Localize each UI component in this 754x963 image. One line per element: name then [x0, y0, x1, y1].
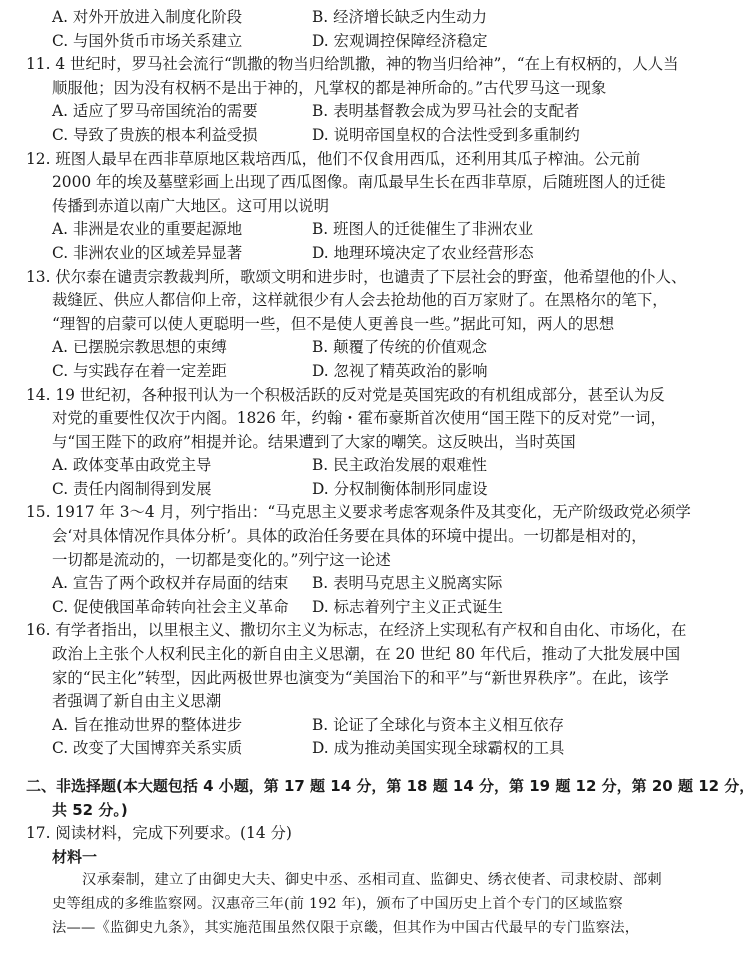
q13-stem-line-2: 裁缝匠、供应人都信仰上帝，这样就很少有人会去抢劫他的百万家财了。在黑格尔的笔下，: [52, 291, 668, 310]
q13-stem-line-1: 13. 伏尔泰在谴责宗教裁判所，歌颂文明和进步时，也谴责了下层社会的野蛮，他希望他的仆人、: [26, 267, 687, 286]
q16-stem-line-2: 政治上主张个人权利民主化的新自由主义思潮，在 20 世纪 80 年代后，推动了大批发展中国: [52, 645, 681, 664]
q16-stem-line-1: 16. 有学者指出，以里根主义、撒切尔主义为标志，在经济上实现私有产权和自由化、市场化，在: [26, 621, 687, 640]
q12-stem-line-2: 2000 年的埃及墓壁彩画上出现了西瓜图像。南瓜最早生长在西非草原，后随班图人的迁徙: [52, 173, 666, 192]
q10-options-row-1: [0, 6, 677, 30]
q10-option-a: A. 对外开放进入制度化阶段: [52, 8, 243, 26]
q15-option-a: A. 宣告了两个政权并存局面的结束: [52, 574, 289, 593]
q12-option-d: D. 地理环境决定了农业经营形态: [312, 243, 534, 262]
q13-option-d: D. 忽视了精英政治的影响: [312, 361, 488, 380]
section-gap: [0, 761, 677, 775]
section2-heading-line-1: 二、非选择题(本大题包括 4 小题，第 17 题 14 分，第 18 题 14 分，第 19 题 12 分，第 20 题 12 分，: [26, 777, 754, 795]
section2-heading-line-2: 共 52 分。): [52, 800, 128, 819]
q12-option-a: A. 非洲是农业的重要起源地: [52, 220, 243, 239]
q11-option-d: D. 说明帝国皇权的合法性受到多重制约: [312, 125, 580, 144]
q13-stem-line-3: “理智的启蒙可以使人更聪明一些，但不是使人更善良一些。”据此可知，两人的思想: [52, 314, 615, 333]
q16-options-row-1: [0, 714, 677, 738]
q13-option-b: B. 颠覆了传统的价值观念: [312, 338, 488, 357]
q12-option-b: B. 班图人的迁徙催生了非洲农业: [312, 220, 534, 239]
q15-stem-line-2: 会‘对具体情况作具体分析’。具体的政治任务要在具体的环境中提出。一切都是相对的，: [52, 527, 647, 546]
q12-options-row-2: [0, 242, 677, 266]
q15-option-d: D. 标志着列宁主义正式诞生: [312, 597, 503, 616]
q13-option-a: A. 已摆脱宗教思想的束缚: [52, 338, 227, 357]
q14-option-b: B. 民主政治发展的艰难性: [312, 456, 488, 475]
q14-options-row-1: [0, 454, 677, 478]
q16-options-row-2: [0, 737, 677, 761]
q15-option-c: C. 促使俄国革命转向社会主义革命: [52, 597, 289, 616]
q13-option-c: C. 与实践存在着一定差距: [52, 361, 227, 380]
q15-stem-line-3: 一切都是流动的，一切都是变化的。”列宁这一论述: [52, 550, 391, 569]
q17-prompt: 17. 阅读材料，完成下列要求。(14 分): [26, 824, 292, 843]
q16-option-d: D. 成为推动美国实现全球霸权的工具: [312, 739, 565, 758]
q14-stem-line-1: 14. 19 世纪初，各种报刊认为一个积极活跃的反对党是英国宪政的有机组成部分，甚至认为反: [26, 385, 665, 404]
q16-option-a: A. 旨在推动世界的整体进步: [52, 715, 243, 734]
q16-option-c: C. 改变了大国博弈关系实质: [52, 739, 243, 758]
q14-stem-line-3: 与“国王陛下的政府”相提并论。结果遭到了大家的嘲笑。这反映出，当时英国: [52, 432, 576, 451]
q13-options-row-1: [0, 336, 677, 360]
q15-options-row-2: [0, 596, 677, 620]
q17-material-line-3: 法——《监御史九条》，其实施范围虽然仅限于京畿，但其作为中国古代最早的专门监察法，: [52, 919, 640, 936]
q17-material-title: 材料一: [52, 847, 98, 866]
q10-option-b: B. 经济增长缺乏内生动力: [312, 8, 488, 26]
q11-stem-line-1: 11. 4 世纪时，罗马社会流行“凯撒的物当归给凯撒，神的物当归给神”，“在上有权柄的，人人当: [26, 55, 679, 74]
q16-stem-line-4: 者强调了新自由主义思潮: [52, 692, 222, 711]
q12-option-c: C. 非洲农业的区域差异显著: [52, 243, 243, 262]
q14-stem-line-2: 对党的重要性仅次于内阁。1826 年，约翰・霍布豪斯首次使用“国王陛下的反对党”一词，: [52, 409, 666, 428]
q11-option-c: C. 导致了贵族的根本利益受损: [52, 125, 258, 144]
q10-option-c: C. 与国外货币市场关系建立: [52, 31, 243, 50]
q14-option-a: A. 政体变革由政党主导: [52, 456, 212, 475]
q12-options-row-1: [0, 218, 677, 242]
q11-options-row-1: [0, 100, 677, 124]
q11-option-a: A. 适应了罗马帝国统治的需要: [52, 102, 258, 121]
q15-option-b: B. 表明马克思主义脱离实际: [312, 574, 503, 593]
q14-options-row-2: [0, 478, 677, 502]
q11-option-b: B. 表明基督教会成为罗马社会的支配者: [312, 102, 580, 121]
q11-options-row-2: [0, 124, 677, 148]
q16-stem-line-3: 家的“民主化”转型，因此两极世界也演变为“美国治下的和平”与“新世界秩序”。在此，该学: [52, 668, 669, 687]
q16-option-b: B. 论证了全球化与资本主义相互依存: [312, 715, 564, 734]
q13-options-row-2: [0, 360, 677, 384]
q12-stem-line-1: 12. 班图人最早在西非草原地区栽培西瓜，他们不仅食用西瓜，还利用其瓜子榨油。公元前: [26, 149, 641, 168]
q11-stem-line-2: 顺服他；因为没有权柄不是出于神的，凡掌权的都是神所命的。”古代罗马这一现象: [52, 78, 607, 97]
q17-material-line-2: 史等组成的多维监察网。汉惠帝三年(前 192 年)，颁布了中国历史上首个专门的区域监察: [52, 895, 623, 912]
q10-options-row-2: [0, 30, 677, 54]
q10-option-d: D. 宏观调控保障经济稳定: [312, 31, 488, 50]
q14-option-d: D. 分权制衡体制形同虚设: [312, 479, 488, 498]
q17-material-line-1: 汉承秦制，建立了由御史大夫、御史中丞、丞相司直、监御史、绣衣使者、司隶校尉、部刺: [82, 872, 662, 889]
q14-option-c: C. 责任内阁制得到发展: [52, 479, 212, 498]
q15-stem-line-1: 15. 1917 年 3～4 月，列宁指出：“马克思主义要求考虑客观条件及其变化，无产阶级政党必须学: [26, 503, 691, 522]
q15-options-row-1: [0, 572, 677, 596]
q12-stem-line-3: 传播到赤道以南广大地区。这可用以说明: [52, 196, 330, 215]
